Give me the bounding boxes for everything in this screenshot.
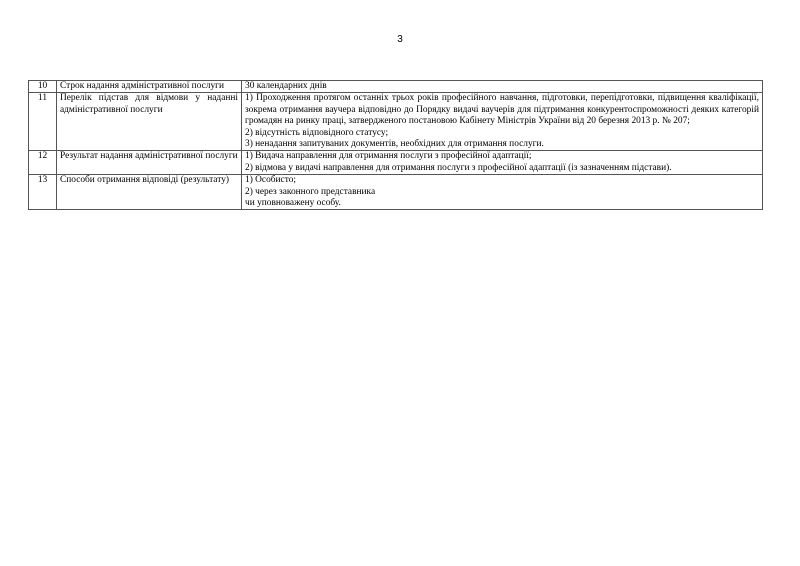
row-value-line: 2) відсутність відповідного статусу;: [245, 127, 389, 138]
row-label: Строк надання адміністративної послуги: [57, 81, 242, 93]
table-row: [29, 93, 763, 151]
row-value-line: 2) через законного представника: [245, 186, 376, 197]
row-number: 10: [29, 81, 57, 93]
service-info-table: [28, 80, 763, 210]
row-label: Способи отримання відповіді (результату): [57, 175, 242, 210]
row-value-line: чи уповноважену особу.: [245, 198, 341, 209]
row-value-line: 1) Особисто;: [245, 175, 296, 186]
row-value-line: 3) ненадання запитуваних документів, необхідних для отримання послуги.: [245, 139, 544, 150]
row-value: [242, 93, 763, 151]
table-row: [29, 151, 763, 175]
table-row: [29, 175, 763, 210]
row-value-line: 1) Проходження протягом останніх трьох років професійного навчання, підготовки, перепідготовки, підвищення кваліфікації, зокрема отримання ваучера відповідно до Порядку видачі ваучерів для підтримання конкурентоспроможності деяких категорій громадян на ринку праці, затвердженого постановою Кабінету Міністрів України від 20 березня 2013 р. № 207;: [245, 93, 759, 127]
row-value-line: 1) Видача направлення для отримання послуги з професійної адаптації;: [245, 151, 532, 162]
row-value-line: 30 календарних днів: [245, 81, 327, 91]
page-number: 3: [397, 34, 403, 45]
table-row: [29, 81, 763, 93]
row-value: [242, 151, 763, 175]
row-number: 13: [29, 175, 57, 210]
row-value-line: 2) відмова у видачі направлення для отримання послуги з професійної адаптації (із зазначенням підстави).: [245, 162, 672, 173]
row-value: [242, 175, 763, 210]
row-label: Результат надання адміністративної послуги: [57, 151, 242, 175]
row-number: 12: [29, 151, 57, 175]
row-number: 11: [29, 93, 57, 151]
row-label: Перелік підстав для відмови у наданні адміністративної послуги: [57, 93, 242, 151]
row-value: [242, 81, 763, 93]
